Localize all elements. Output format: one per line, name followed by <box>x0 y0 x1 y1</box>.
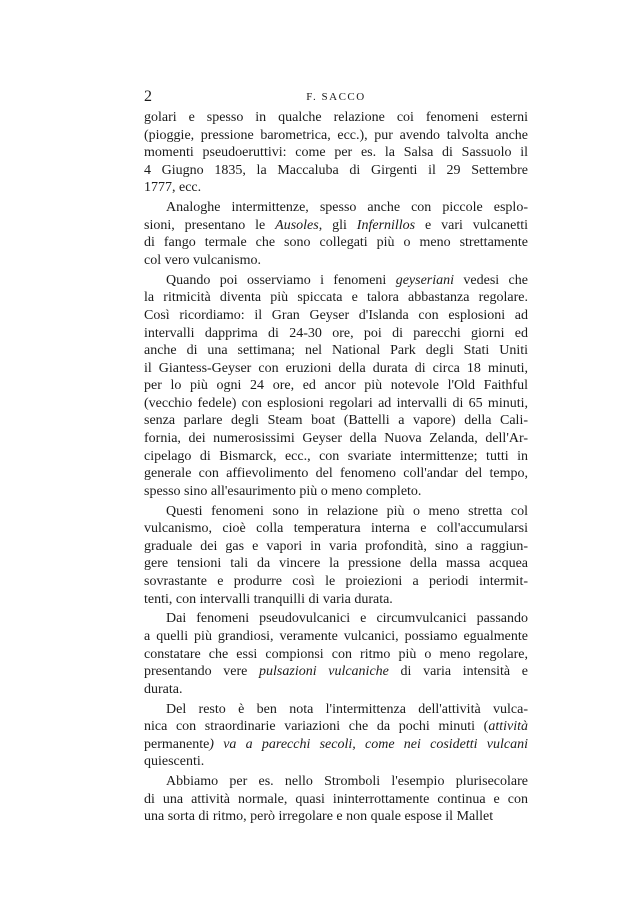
text-line <box>144 573 528 591</box>
italic-term: ) va a parecchi secoli, come nei cosidetti vulcani <box>209 736 528 752</box>
text-line <box>144 483 528 501</box>
text-segment: momenti pseudoeruttivi: come per es. la Salsa di Sassuolo il <box>144 145 528 161</box>
text-line <box>144 360 528 378</box>
text-line <box>144 663 528 681</box>
text-line <box>144 272 528 290</box>
text-line <box>144 736 528 754</box>
text-line <box>144 628 528 646</box>
italic-term: attività <box>488 719 528 735</box>
paragraph <box>144 199 528 269</box>
text-segment: Dai fenomeni pseudovulcanici e circumvulcanici passando <box>166 611 528 627</box>
text-segment: gere tensioni tali da vincere la pressione della massa acquea <box>144 556 528 572</box>
text-segment: di fango termale che sono collegati più o meno strettamente <box>144 235 528 251</box>
text-segment: una sorta di ritmo, però irregolare e non quale espose il Mallet <box>144 809 494 825</box>
page-number: 2 <box>144 88 152 105</box>
text-segment: 1777, ecc. <box>144 180 202 196</box>
text-segment: presentando vere <box>144 664 260 680</box>
text-line <box>144 555 528 573</box>
text-segment: di una attività normale, quasi ininterrottamente continua e con <box>144 791 528 807</box>
text-segment: anche di una settimana; nel National Park degli Stati Uniti <box>144 343 528 359</box>
text-line <box>144 395 528 413</box>
text-segment: quiescenti. <box>144 754 205 770</box>
text-segment: spesso sino all'esaurimento più o meno completo. <box>144 483 422 499</box>
text-line <box>144 465 528 483</box>
text-segment: senza parlare degli Steam boat (Battelli a vapore) della Cali- <box>144 413 528 429</box>
body-text <box>144 109 528 826</box>
text-line <box>144 773 528 791</box>
text-segment: tenti, con intervalli tranquilli di varia durata. <box>144 591 393 607</box>
running-head: F. SACCO <box>306 91 366 103</box>
text-line <box>144 342 528 360</box>
text-line <box>144 127 528 145</box>
text-segment: la ritmicità diventa più spiccata e talora abbastanza regolare. <box>144 290 528 306</box>
text-line <box>144 325 528 343</box>
text-segment: (pioggie, pressione barometrica, ecc.), pur avendo talvolta anche <box>144 127 528 143</box>
text-line <box>144 791 528 809</box>
text-segment: constatare che essi compionsi con ritmo più o meno regolare, <box>144 646 528 662</box>
text-segment: intervalli dapprima di 24-30 ore, poi di parecchi giorni ed <box>144 325 528 341</box>
text-segment: permanente <box>144 736 210 752</box>
paragraph <box>144 109 528 197</box>
text-segment: Abbiamo per es. nello Stromboli l'esempio plurisecolare <box>166 774 528 790</box>
text-line <box>144 538 528 556</box>
text-segment: col vero vulcanismo. <box>144 252 262 268</box>
text-segment: di varia intensità e <box>388 664 528 680</box>
text-segment: Del resto è ben nota l'intermittenza dell'attività vulca- <box>166 701 528 717</box>
paragraph <box>144 701 528 771</box>
text-segment: a quelli più grandiosi, veramente vulcanici, possiamo egualmente <box>144 628 528 644</box>
text-segment: fornia, dei numerosissimi Geyser della Nuova Zelanda, dell'Ar- <box>144 431 528 447</box>
text-line <box>144 610 528 628</box>
text-segment: generale con affievolimento del fenomeno coll'andar del tempo, <box>144 466 528 482</box>
text-line <box>144 503 528 521</box>
text-line <box>144 179 528 197</box>
text-segment: vedesi che <box>454 272 528 288</box>
text-segment: graduale dei gas e vapori in varia profondità, sino a raggiun- <box>144 538 528 554</box>
text-line <box>144 646 528 664</box>
paragraph <box>144 503 528 609</box>
text-line <box>144 681 528 699</box>
text-line <box>144 753 528 771</box>
text-line <box>144 144 528 162</box>
paragraph <box>144 272 528 501</box>
text-line <box>144 591 528 609</box>
text-segment: Così ricordiamo: il Gran Geyser d'Islanda con esplosioni ad <box>144 307 528 323</box>
text-segment: il Giantess-Geyser con eruzioni della durata di circa 18 minuti, <box>144 360 528 376</box>
page-header <box>144 88 528 106</box>
text-segment: durata. <box>144 681 183 697</box>
text-segment: 4 Giugno 1835, la Maccaluba di Girgenti il 29 Settembre <box>144 162 528 178</box>
text-segment: sovrastante e produrre così le proiezioni a periodi intermit- <box>144 574 528 589</box>
text-segment: nica con straordinarie variazioni che da pochi minuti ( <box>144 719 489 735</box>
paragraph <box>144 610 528 698</box>
text-segment: Quando poi osserviamo i fenomeni <box>166 272 396 288</box>
text-segment: e vari vulcanetti <box>415 217 528 233</box>
text-line <box>144 701 528 719</box>
text-line <box>144 377 528 395</box>
text-line <box>144 307 528 325</box>
text-line <box>144 199 528 217</box>
italic-term: Ausoles <box>275 217 319 233</box>
text-segment: Questi fenomeni sono in relazione più o meno stretta col <box>166 503 528 519</box>
italic-term: pulsazioni vulcaniche <box>259 664 389 680</box>
text-segment: cipelago di Bismarck, ecc., con svariate intermittenze; tutti in <box>144 448 528 464</box>
text-line <box>144 289 528 307</box>
text-segment: vulcanismo, cioè colla temperatura interna e coll'accumularsi <box>144 521 528 537</box>
text-segment: sioni, presentano le <box>144 217 276 233</box>
text-line <box>144 217 528 235</box>
text-line <box>144 430 528 448</box>
text-segment: , gli <box>318 217 357 233</box>
text-line <box>144 412 528 430</box>
text-segment: per lo più ogni 24 ore, ed ancor più notevole l'Old Faithful <box>144 378 528 394</box>
text-line <box>144 808 528 826</box>
text-segment: Analoghe intermittenze, spesso anche con piccole esplo- <box>166 200 528 216</box>
paragraph <box>144 773 528 826</box>
text-line <box>144 252 528 270</box>
text-line <box>144 520 528 538</box>
text-line <box>144 234 528 252</box>
text-line <box>144 718 528 736</box>
text-line <box>144 448 528 466</box>
text-line <box>144 109 528 127</box>
text-segment: (vecchio fedele) con esplosioni regolari ad intervalli di 65 minuti, <box>144 395 528 411</box>
text-segment: golari e spesso in qualche relazione coi fenomeni esterni <box>144 110 528 125</box>
italic-term: geyseriani <box>395 272 455 288</box>
italic-term: Infernillos <box>356 217 416 233</box>
text-line <box>144 162 528 180</box>
